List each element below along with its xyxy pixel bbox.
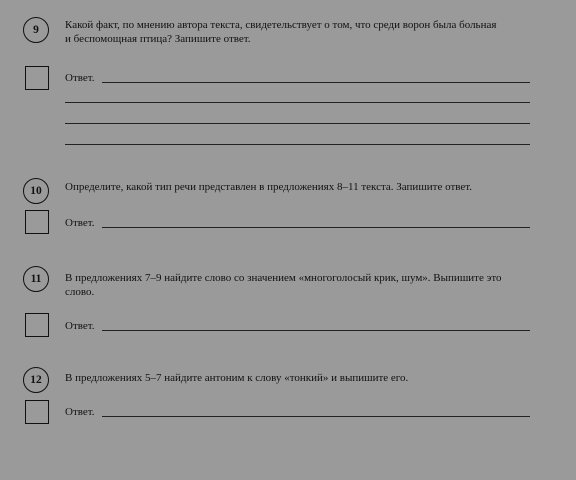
question-line: Определите, какой тип речи представлен в предложениях 8–11 текста. Запишите ответ. bbox=[65, 181, 473, 193]
answer-score-box[interactable] bbox=[25, 66, 49, 90]
task-number-badge: 12 bbox=[23, 367, 49, 393]
question-line: В предложениях 5–7 найдите антоним к слову «тонкий» и выпишите его. bbox=[65, 372, 409, 384]
answer-label: Ответ. bbox=[65, 217, 95, 229]
question-text bbox=[65, 371, 535, 385]
answer-line[interactable] bbox=[65, 144, 530, 145]
answer-line[interactable] bbox=[102, 416, 530, 417]
answer-score-box[interactable] bbox=[25, 313, 49, 337]
task-number-badge: 11 bbox=[23, 266, 49, 292]
question-line: слово. bbox=[65, 286, 95, 298]
answer-label: Ответ. bbox=[65, 72, 95, 84]
answer-line[interactable] bbox=[102, 330, 530, 331]
answer-line[interactable] bbox=[102, 82, 530, 83]
task-number-badge: 10 bbox=[23, 178, 49, 204]
answer-label: Ответ. bbox=[65, 320, 95, 332]
question-line: В предложениях 7–9 найдите слово со значением «многоголосый крик, шум». Выпишите это bbox=[65, 272, 502, 284]
answer-line[interactable] bbox=[65, 123, 530, 124]
answer-line[interactable] bbox=[102, 227, 530, 228]
question-text bbox=[65, 180, 535, 194]
task-number-badge: 9 bbox=[23, 17, 49, 43]
question-line: Какой факт, по мнению автора текста, свидетельствует о том, что среди ворон была больная bbox=[65, 19, 497, 31]
answer-score-box[interactable] bbox=[25, 210, 49, 234]
answer-score-box[interactable] bbox=[25, 400, 49, 424]
answer-label: Ответ. bbox=[65, 406, 95, 418]
question-text bbox=[65, 271, 535, 299]
question-line: и беспомощная птица? Запишите ответ. bbox=[65, 33, 251, 45]
answer-line[interactable] bbox=[65, 102, 530, 103]
question-text bbox=[65, 18, 535, 46]
